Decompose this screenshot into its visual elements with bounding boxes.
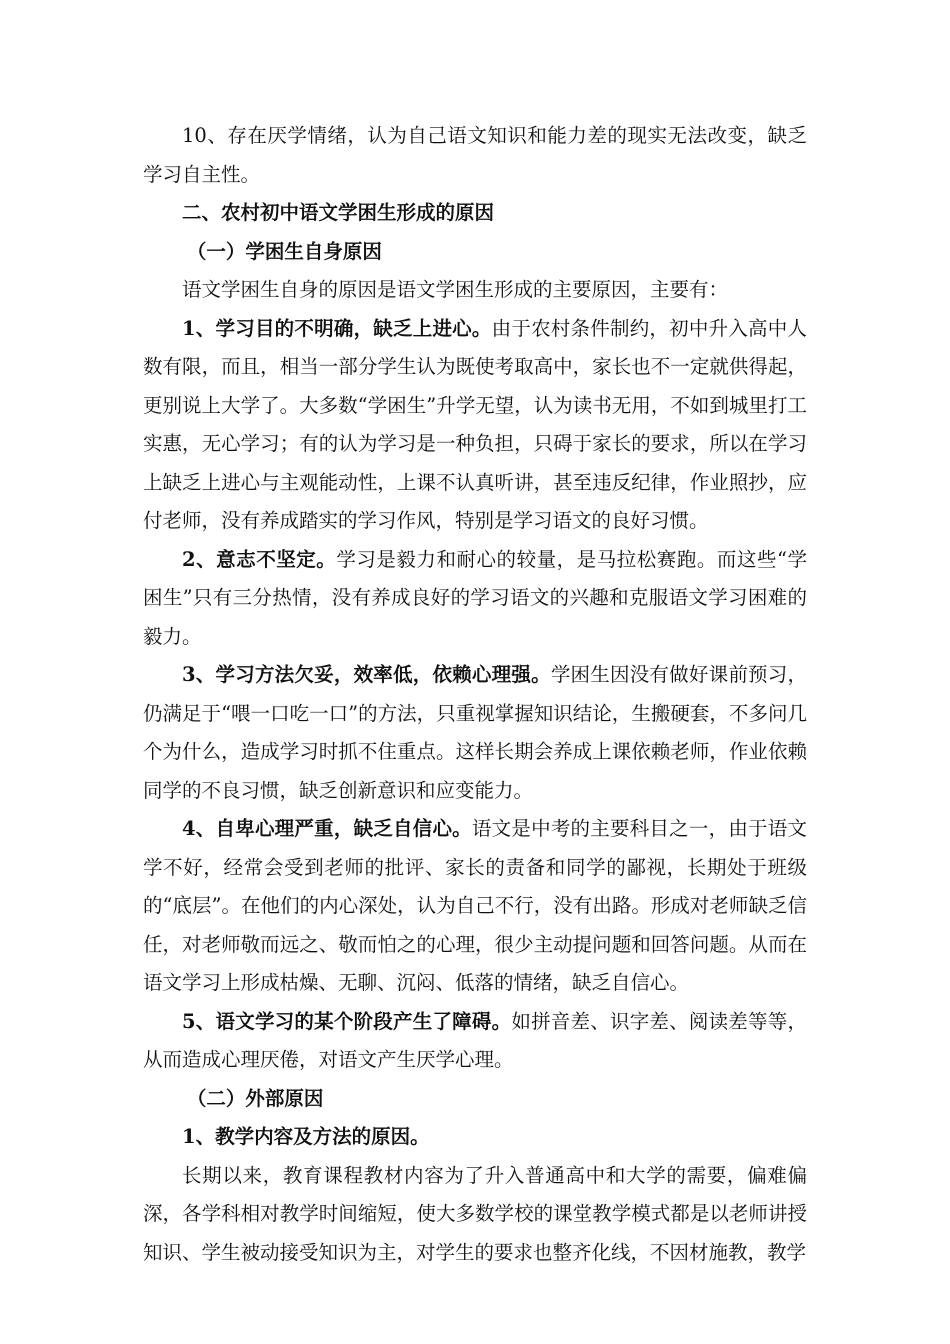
paragraph	[143, 541, 807, 657]
paragraph	[143, 1003, 807, 1080]
paragraph-text: 长期以来，教育课程教材内容为了升入普通高中和大学的需要，偏难偏深，各学科相对教学时间缩短，使大多数学校的课堂教学模式都是以老师讲授知识、学生被动接受知识为主，对学生的要求也整齐化线，不因材施教，教学	[143, 1163, 807, 1264]
subsubsection-heading-text: 1、教学内容及方法的原因。	[182, 1125, 430, 1148]
document-body	[143, 117, 807, 1272]
paragraph-text: 语文学困生自身的原因是语文学困生形成的主要原因，主要有：	[182, 278, 729, 301]
section-heading-text: 二、农村初中语文学困生形成的原因	[182, 201, 495, 224]
paragraph-text: 10、存在厌学情绪，认为自己语文知识和能力差的现实无法改变，缺乏学习自主性。	[143, 124, 807, 186]
section-heading	[143, 194, 807, 233]
paragraph	[143, 1157, 807, 1273]
paragraph-text: 学困生因没有做好课前预习，仍满足于“喂一口吃一口”的方法，只重视掌握知识结论，生搬硬套，不多问几个为什么，造成学习时抓不住重点。这样长期会养成上课依赖老师，作业依赖同学的不良习惯，缺乏创新意识和应变能力。	[143, 663, 807, 802]
paragraph-text: 学习是毅力和耐心的较量，是马拉松赛跑。而这些“学困生”只有三分热情，没有养成良好的学习语文的兴趣和克服语文学习困难的毅力。	[143, 547, 807, 648]
subsection-heading	[143, 233, 807, 272]
paragraph	[143, 810, 807, 1003]
paragraph-lead: 5、语文学习的某个阶段产生了障碍。	[182, 1009, 512, 1033]
paragraph	[143, 117, 807, 194]
paragraph	[143, 271, 807, 310]
paragraph	[143, 310, 807, 541]
paragraph-text: 语文是中考的主要科目之一，由于语文学不好，经常会受到老师的批评、家长的责备和同学的鄙视，长期处于班级的“底层”。在他们的内心深处，认为自己不行，没有出路。形成对老师缺乏信任，对老师敬而远之、敬而怕之的心理，很少主动提问题和回答问题。从而在语文学习上形成枯燥、无聊、沉闷、低落的情绪，缺乏自信心。	[143, 817, 807, 994]
subsubsection-heading	[143, 1118, 807, 1157]
paragraph-lead: 2、意志不坚定。	[182, 547, 337, 571]
paragraph-lead: 4、自卑心理严重，缺乏自信心。	[182, 817, 472, 840]
subsection-heading-text: （一）学困生自身原因	[186, 239, 382, 263]
subsection-heading	[143, 1080, 807, 1119]
paragraph-text: 由于农村条件制约，初中升入高中人数有限，而且，相当一部分学生认为既使考取高中，家长也不一定就供得起，更别说上大学了。大多数“学困生”升学无望，认为读书无用，不如到城里打工实惠，无心学习；有的认为学习是一种负担，只碍于家长的要求，所以在学习上缺乏上进心与主观能动性，上课不认真听讲，甚至违反纪律，作业照抄，应付老师，没有养成踏实的学习作风，特别是学习语文的良好习惯。	[143, 316, 807, 532]
paragraph-lead: 1、学习目的不明确，缺乏上进心。	[182, 316, 492, 340]
subsection-heading-text: （二）外部原因	[186, 1086, 324, 1110]
paragraph-lead: 3、学习方法欠妥，效率低，依赖心理强。	[182, 663, 551, 686]
paragraph	[143, 656, 807, 810]
paragraph-text: 如拼音差、识字差、阅读差等等，从而造成心理厌倦，对语文产生厌学心理。	[143, 1009, 807, 1071]
